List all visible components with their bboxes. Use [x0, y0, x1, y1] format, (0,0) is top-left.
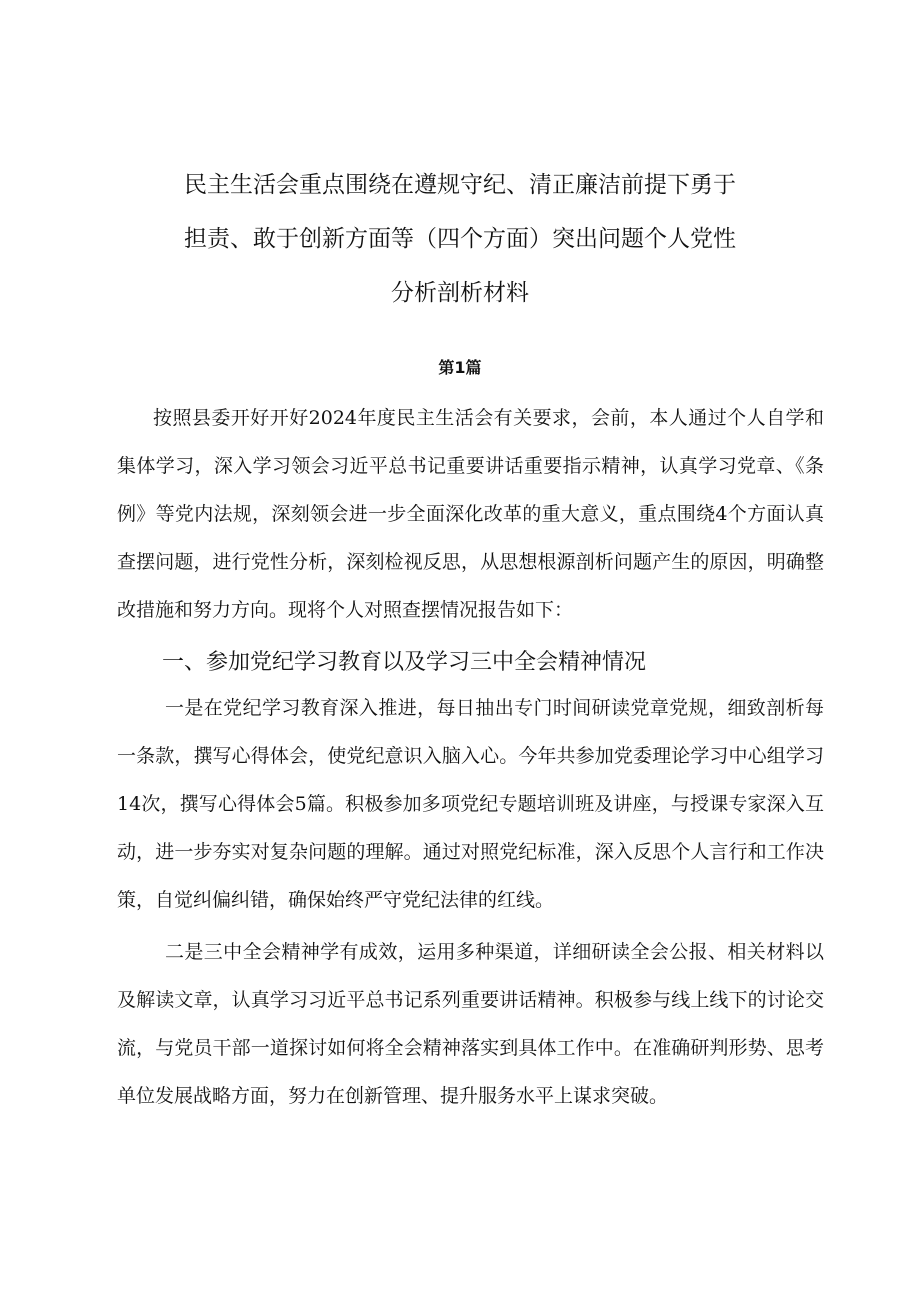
body-paragraph-2: 二是三中全会精神学有成效，运用多种渠道，详细研读全会公报、相关材料以及解读文章，认真学习习近平总书记系列重要讲话精神。积极参与线上线下的讨论交流，与党员干部一道探讨如何将全会精神落实到具体工作中。在准确研判形势、思考单位发展战略方面，努力在创新管理、提升服务水平上谋求突破。: [117, 941, 824, 1107]
title-line-2: 担责、敢于创新方面等（四个方面）突出问题个人党性: [184, 226, 736, 252]
intro-paragraph: 按照县委开好开好2024年度民主生活会有关要求，会前，本人通过个人自学和集体学习，深入学习领会习近平总书记重要讲话重要指示精神，认真学习党章、《条例》等党内法规，深刻领会进一步全面深化改革的重大意义，重点围绕4个方面认真查摆问题，进行党性分析，深刻检视反思，从思想根源剖析问题产生的原因，明确整改措施和努力方向。现将个人对照查摆情况报告如下：: [117, 407, 824, 621]
body-paragraph-1: 一是在党纪学习教育深入推进，每日抽出专门时间研读党章党规，细致剖析每一条款，撰写心得体会，使党纪意识入脑入心。今年共参加党委理论学习中心组学习14次，撰写心得体会5篇。积极参加多项党纪专题培训班及讲座，与授课专家深入互动，进一步夯实对复杂问题的理解。通过对照党纪标准，深入反思个人言行和工作决策，自觉纠偏纠错，确保始终严守党纪法律的红线。: [117, 697, 824, 911]
title-line-3: 分析剖析材料: [391, 280, 529, 306]
section-heading: 一、参加党纪学习教育以及学习三中全会精神情况: [162, 650, 647, 675]
document-title: [110, 158, 810, 320]
chapter-label: 第1篇: [438, 358, 482, 377]
title-line-1: 民主生活会重点围绕在遵规守纪、清正廉洁前提下勇于: [184, 172, 736, 198]
